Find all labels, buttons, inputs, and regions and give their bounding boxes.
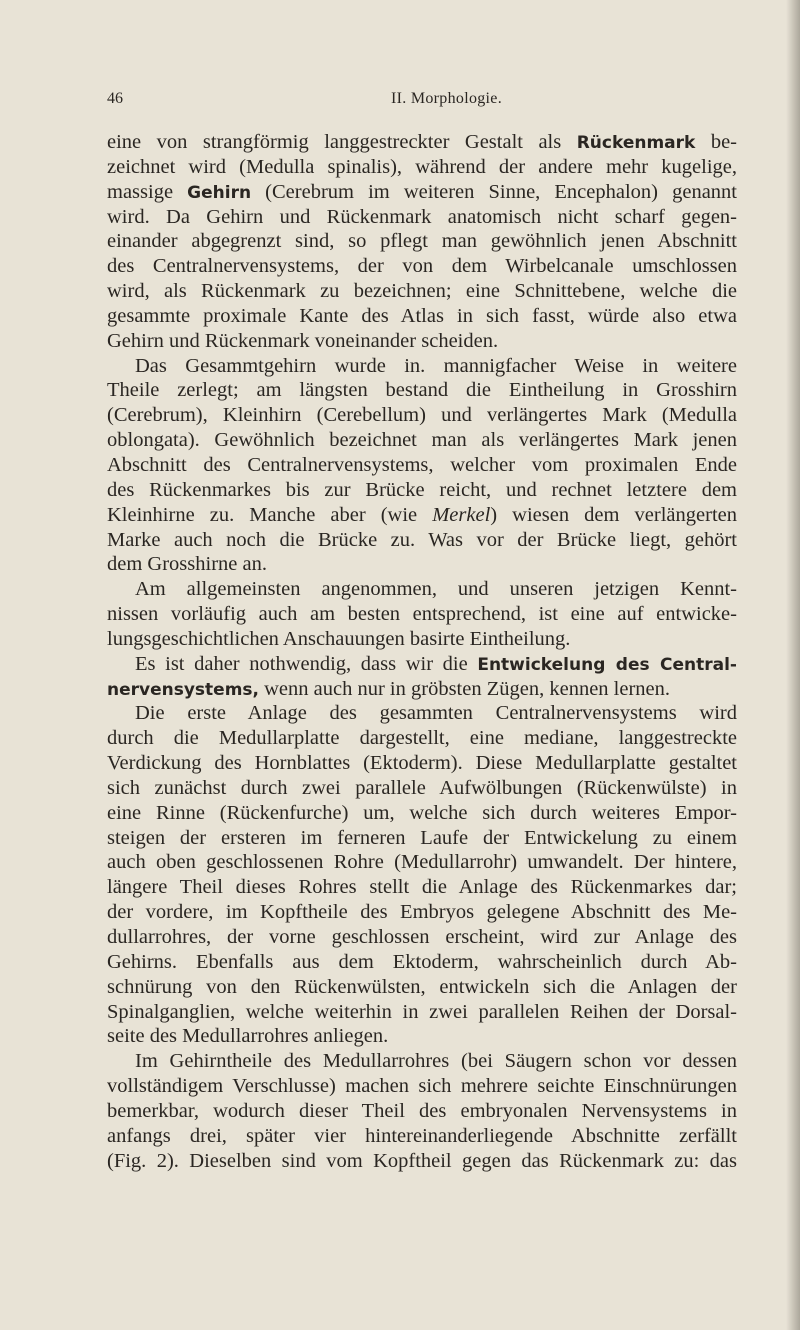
text-line [107,826,737,851]
text-line [107,329,737,354]
running-head: II. Morphologie. [391,90,503,107]
page-edge-shadow [786,0,800,1330]
body-text [107,130,737,1173]
text-run: des Rückenmarkes bis zur Brücke reicht, und rechnet letztere dem [107,478,737,501]
text-run: Die erste Anlage des gesammten Centralnervensystems wird [135,702,737,725]
text-run: Marke auch noch die Brücke zu. Was vor der Brücke liegt, gehört [107,528,737,551]
text-line [107,1024,737,1049]
text-line [107,378,737,403]
text-line [107,1074,737,1099]
text-run: Spinalganglien, welche weiterhin in zwei parallelen Reihen der Dorsal- [107,1000,737,1023]
text-line [107,900,737,925]
text-run: Das Gesammtgehirn wurde in. mannigfacher Weise in weitere [135,354,737,377]
text-line [107,751,737,776]
text-line [107,205,737,230]
text-line [107,552,737,577]
text-run: der vordere, im Kopftheile des Embryos gelegene Abschnitt des Me- [107,901,737,924]
text-run: nissen vorläufig auch am besten entsprechend, ist eine auf entwicke- [107,603,737,626]
text-line [107,577,737,602]
page-header [107,90,737,114]
text-run: steigen der ersteren im ferneren Laufe der Entwickelung zu einem [107,826,737,849]
text-run: eine Rinne (Rückenfurche) um, welche sich durch weiteres Empor- [107,801,737,824]
text-line [107,801,737,826]
text-run: Theile zerlegt; am längsten bestand die Eintheilung in Grosshirn [107,379,737,402]
text-line [107,279,737,304]
page-number: 46 [107,90,123,107]
text-run: oblongata). Gewöhnlich bezeichnet man als verlängertes Mark jenen [107,429,737,452]
text-run: lungsgeschichtlichen Anschauungen basirte Eintheilung. [107,627,571,650]
text-run: auch oben geschlossenen Rohre (Medullarrohr) umwandelt. Der hintere, [107,851,737,874]
text-run: Gehirns. Ebenfalls aus dem Ektoderm, wahrscheinlich durch Ab- [107,950,737,973]
text-run: bemerkbar, wodurch dieser Theil des embryonalen Nervensystems in [107,1099,737,1122]
text-run: (Fig. 2). Dieselben sind vom Kopftheil gegen das Rückenmark zu: das [107,1149,737,1172]
text-run: gesammte proximale Kante des Atlas in sich fasst, würde also etwa [107,304,737,327]
text-run: Kleinhirne zu. Manche aber (wie [107,503,433,526]
text-line [107,602,737,627]
text-line [107,1149,737,1174]
text-run: wird. Da Gehirn und Rückenmark anatomisch nicht scharf gegen- [107,205,737,228]
text-line [107,652,737,677]
text-line [107,925,737,950]
text-run: Es ist daher nothwendig, dass wir die [135,652,478,675]
text-line [107,403,737,428]
text-run: längere Theil dieses Rohres stellt die Anlage des Rückenmarkes dar; [107,876,737,899]
text-run: massige [107,180,188,203]
text-run: sich zunächst durch zwei parallele Aufwölbungen (Rückenwülste) in [107,776,737,799]
text-run: schnürung von den Rückenwülsten, entwickeln sich die Anlagen der [107,975,737,998]
text-run: Am allgemeinsten angenommen, und unseren jetzigen Kennt- [135,578,737,601]
text-run: zeichnet wird (Medulla spinalis), während der andere mehr kugelige, [107,155,737,178]
emphasis-bold: Rückenmark [576,133,696,153]
text-line [107,354,737,379]
text-run: vollständigem Verschlusse) machen sich mehrere seichte Einschnürungen [107,1075,737,1098]
text-line [107,229,737,254]
text-line [107,776,737,801]
text-line [107,850,737,875]
text-run: Abschnitt des Centralnervensystems, welcher vom proximalen Ende [107,453,737,476]
text-line [107,304,737,329]
text-run: (Cerebrum im weiteren Sinne, Encephalon) genannt [251,180,737,203]
text-line [107,453,737,478]
text-line [107,701,737,726]
text-line [107,950,737,975]
text-run: einander abgegrenzt sind, so pflegt man gewöhnlich jenen Abschnitt [107,230,737,253]
text-run: ) wiesen dem verlängerten [490,503,737,526]
text-line [107,1049,737,1074]
text-run: durch die Medullarplatte dargestellt, eine mediane, langgestreckte [107,727,737,750]
text-run: Im Gehirntheile des Medullarrohres (bei Säugern schon vor dessen [135,1050,737,1073]
emphasis-bold: Entwickelung des Central- [477,654,737,675]
text-line [107,180,737,205]
text-line [107,627,737,652]
text-run: be- [695,131,737,153]
text-line [107,1099,737,1124]
text-line [107,677,737,702]
text-line [107,254,737,279]
text-run: des Centralnervensystems, der von dem Wirbelcanale umschlossen [107,255,737,278]
emphasis-bold: Gehirn [187,182,252,203]
text-line [107,428,737,453]
emphasis-italic: Merkel [432,503,491,526]
text-run: wird, als Rückenmark zu bezeichnen; eine Schnittebene, welche die [107,280,737,303]
emphasis-bold: nervensystems, [107,679,259,700]
text-line [107,875,737,900]
text-line [107,726,737,751]
text-run: Gehirn und Rückenmark voneinander scheiden. [107,329,499,352]
text-line [107,155,737,180]
text-run: (Cerebrum), Kleinhirn (Cerebellum) und verlängertes Mark (Medulla [107,404,737,427]
text-run: anfangs drei, später vier hintereinanderliegende Abschnitte zerfällt [107,1124,737,1147]
text-run: Verdickung des Hornblattes (Ektoderm). Diese Medullarplatte gestaltet [107,752,737,775]
text-run: wenn auch nur in gröbsten Zügen, kennen lernen. [259,677,671,700]
text-line [107,503,737,528]
text-run: dem Grosshirne an. [107,553,267,576]
text-run: dullarrohres, der vorne geschlossen erscheint, wird zur Anlage des [107,926,737,948]
text-line [107,975,737,1000]
text-line [107,1124,737,1149]
text-line [107,130,737,155]
text-run: eine von strangförmig langgestreckter Gestalt als [107,131,577,153]
text-line [107,478,737,503]
text-line [107,1000,737,1025]
text-run: seite des Medullarrohres anliegen. [107,1025,389,1048]
text-line [107,528,737,553]
